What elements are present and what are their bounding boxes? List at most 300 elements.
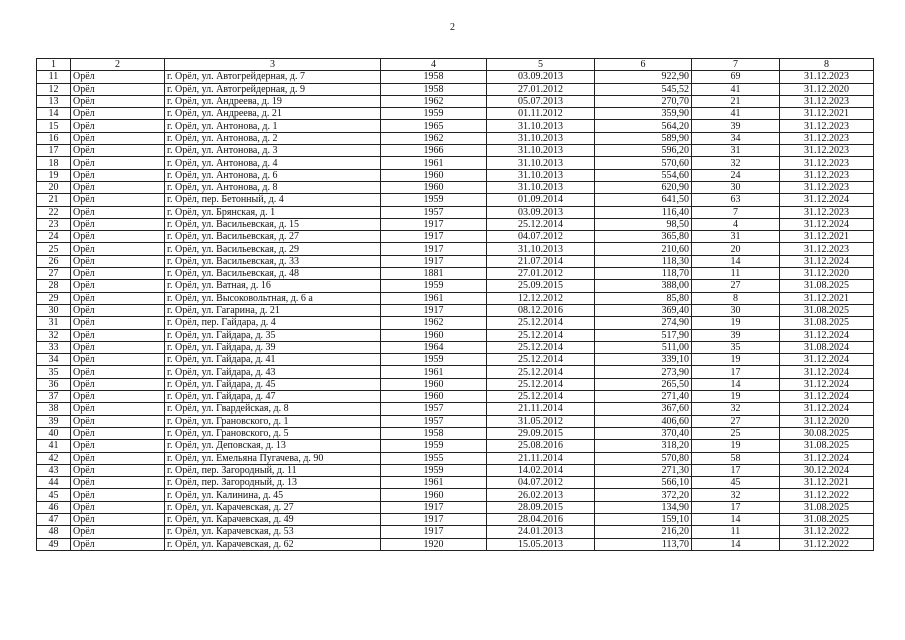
address-cell: г. Орёл, ул. Автогрейдерная, д. 9 <box>165 83 381 95</box>
area-cell: 566,10 <box>595 477 692 489</box>
address-cell: г. Орёл, ул. Антонова, д. 3 <box>165 145 381 157</box>
table-row <box>37 391 874 403</box>
count-cell: 31 <box>692 145 780 157</box>
address-cell: г. Орёл, ул. Андреева, д. 19 <box>165 95 381 107</box>
count-cell: 4 <box>692 218 780 230</box>
area-cell: 339,10 <box>595 354 692 366</box>
address-cell: г. Орёл, ул. Карачевская, д. 49 <box>165 513 381 525</box>
city-cell: Орёл <box>71 440 165 452</box>
year-built-cell: 1920 <box>381 538 487 550</box>
row-number-cell: 29 <box>37 292 71 304</box>
date-cell: 28.04.2016 <box>487 513 595 525</box>
count-cell: 19 <box>692 391 780 403</box>
address-cell: г. Орёл, ул. Антонова, д. 1 <box>165 120 381 132</box>
deadline-cell: 31.12.2023 <box>780 206 874 218</box>
year-built-cell: 1964 <box>381 341 487 353</box>
area-cell: 365,80 <box>595 231 692 243</box>
row-number-cell: 47 <box>37 513 71 525</box>
date-cell: 25.08.2016 <box>487 440 595 452</box>
address-cell: г. Орёл, ул. Калинина, д. 45 <box>165 489 381 501</box>
date-cell: 04.07.2012 <box>487 477 595 489</box>
table-row <box>37 181 874 193</box>
table-row <box>37 341 874 353</box>
column-header: 5 <box>487 59 595 71</box>
city-cell: Орёл <box>71 513 165 525</box>
address-cell: г. Орёл, ул. Деповская, д. 13 <box>165 440 381 452</box>
year-built-cell: 1959 <box>381 194 487 206</box>
deadline-cell: 31.12.2024 <box>780 194 874 206</box>
area-cell: 271,30 <box>595 464 692 476</box>
count-cell: 34 <box>692 132 780 144</box>
area-cell: 270,70 <box>595 95 692 107</box>
area-cell: 118,70 <box>595 268 692 280</box>
row-number-cell: 42 <box>37 452 71 464</box>
table-row <box>37 218 874 230</box>
row-number-cell: 32 <box>37 329 71 341</box>
address-cell: г. Орёл, ул. Гайдара, д. 41 <box>165 354 381 366</box>
table-body <box>37 71 874 551</box>
area-cell: 406,60 <box>595 415 692 427</box>
table-row <box>37 206 874 218</box>
row-number-cell: 34 <box>37 354 71 366</box>
city-cell: Орёл <box>71 366 165 378</box>
deadline-cell: 31.12.2022 <box>780 489 874 501</box>
area-cell: 922,90 <box>595 71 692 83</box>
table-row <box>37 513 874 525</box>
year-built-cell: 1955 <box>381 452 487 464</box>
area-cell: 545,52 <box>595 83 692 95</box>
row-number-cell: 28 <box>37 280 71 292</box>
city-cell: Орёл <box>71 341 165 353</box>
year-built-cell: 1958 <box>381 71 487 83</box>
row-number-cell: 40 <box>37 427 71 439</box>
count-cell: 17 <box>692 464 780 476</box>
city-cell: Орёл <box>71 452 165 464</box>
row-number-cell: 26 <box>37 255 71 267</box>
city-cell: Орёл <box>71 403 165 415</box>
year-built-cell: 1966 <box>381 145 487 157</box>
table-row <box>37 489 874 501</box>
address-cell: г. Орёл, ул. Брянская, д. 1 <box>165 206 381 218</box>
count-cell: 19 <box>692 354 780 366</box>
city-cell: Орёл <box>71 218 165 230</box>
deadline-cell: 31.12.2023 <box>780 95 874 107</box>
area-cell: 359,90 <box>595 108 692 120</box>
city-cell: Орёл <box>71 71 165 83</box>
area-cell: 570,60 <box>595 157 692 169</box>
deadline-cell: 31.12.2024 <box>780 378 874 390</box>
city-cell: Орёл <box>71 120 165 132</box>
address-cell: г. Орёл, ул. Гайдара, д. 39 <box>165 341 381 353</box>
year-built-cell: 1961 <box>381 366 487 378</box>
address-cell: г. Орёл, ул. Антонова, д. 8 <box>165 181 381 193</box>
year-built-cell: 1917 <box>381 513 487 525</box>
area-cell: 274,90 <box>595 317 692 329</box>
city-cell: Орёл <box>71 280 165 292</box>
date-cell: 31.05.2012 <box>487 415 595 427</box>
date-cell: 28.09.2015 <box>487 501 595 513</box>
address-cell: г. Орёл, ул. Антонова, д. 4 <box>165 157 381 169</box>
deadline-cell: 31.12.2024 <box>780 218 874 230</box>
table-row <box>37 108 874 120</box>
deadline-cell: 31.12.2023 <box>780 169 874 181</box>
city-cell: Орёл <box>71 329 165 341</box>
area-cell: 370,40 <box>595 427 692 439</box>
address-cell: г. Орёл, ул. Васильевская, д. 29 <box>165 243 381 255</box>
address-cell: г. Орёл, ул. Карачевская, д. 53 <box>165 526 381 538</box>
area-cell: 271,40 <box>595 391 692 403</box>
year-built-cell: 1917 <box>381 501 487 513</box>
area-cell: 98,50 <box>595 218 692 230</box>
year-built-cell: 1917 <box>381 243 487 255</box>
table-row <box>37 440 874 452</box>
city-cell: Орёл <box>71 292 165 304</box>
area-cell: 265,50 <box>595 378 692 390</box>
year-built-cell: 1959 <box>381 280 487 292</box>
area-cell: 564,20 <box>595 120 692 132</box>
deadline-cell: 31.12.2020 <box>780 415 874 427</box>
row-number-cell: 41 <box>37 440 71 452</box>
year-built-cell: 1958 <box>381 427 487 439</box>
year-built-cell: 1917 <box>381 231 487 243</box>
deadline-cell: 31.12.2023 <box>780 132 874 144</box>
year-built-cell: 1957 <box>381 403 487 415</box>
deadline-cell: 30.12.2024 <box>780 464 874 476</box>
year-built-cell: 1917 <box>381 304 487 316</box>
row-number-cell: 13 <box>37 95 71 107</box>
count-cell: 41 <box>692 108 780 120</box>
area-cell: 596,20 <box>595 145 692 157</box>
table-row <box>37 427 874 439</box>
deadline-cell: 31.12.2021 <box>780 477 874 489</box>
deadline-cell: 31.12.2021 <box>780 108 874 120</box>
table-row <box>37 157 874 169</box>
deadline-cell: 31.12.2023 <box>780 243 874 255</box>
row-number-cell: 35 <box>37 366 71 378</box>
city-cell: Орёл <box>71 415 165 427</box>
table-row <box>37 304 874 316</box>
date-cell: 25.12.2014 <box>487 378 595 390</box>
date-cell: 25.12.2014 <box>487 354 595 366</box>
date-cell: 26.02.2013 <box>487 489 595 501</box>
table-row <box>37 354 874 366</box>
address-cell: г. Орёл, ул. Гайдара, д. 47 <box>165 391 381 403</box>
count-cell: 31 <box>692 231 780 243</box>
address-cell: г. Орёл, пер. Гайдара, д. 4 <box>165 317 381 329</box>
table-row <box>37 403 874 415</box>
area-cell: 511,00 <box>595 341 692 353</box>
city-cell: Орёл <box>71 194 165 206</box>
date-cell: 04.07.2012 <box>487 231 595 243</box>
date-cell: 21.11.2014 <box>487 403 595 415</box>
count-cell: 30 <box>692 181 780 193</box>
year-built-cell: 1959 <box>381 464 487 476</box>
city-cell: Орёл <box>71 132 165 144</box>
date-cell: 31.10.2013 <box>487 132 595 144</box>
count-cell: 39 <box>692 120 780 132</box>
area-cell: 620,90 <box>595 181 692 193</box>
count-cell: 32 <box>692 157 780 169</box>
row-number-cell: 20 <box>37 181 71 193</box>
count-cell: 20 <box>692 243 780 255</box>
year-built-cell: 1957 <box>381 206 487 218</box>
count-cell: 17 <box>692 501 780 513</box>
city-cell: Орёл <box>71 526 165 538</box>
count-cell: 11 <box>692 526 780 538</box>
row-number-cell: 22 <box>37 206 71 218</box>
address-cell: г. Орёл, ул. Антонова, д. 6 <box>165 169 381 181</box>
date-cell: 31.10.2013 <box>487 243 595 255</box>
row-number-cell: 19 <box>37 169 71 181</box>
deadline-cell: 31.08.2025 <box>780 501 874 513</box>
deadline-cell: 31.12.2020 <box>780 83 874 95</box>
table-row <box>37 255 874 267</box>
year-built-cell: 1958 <box>381 83 487 95</box>
deadline-cell: 31.12.2021 <box>780 292 874 304</box>
date-cell: 25.12.2014 <box>487 341 595 353</box>
city-cell: Орёл <box>71 489 165 501</box>
table-row <box>37 366 874 378</box>
area-cell: 554,60 <box>595 169 692 181</box>
deadline-cell: 31.12.2021 <box>780 231 874 243</box>
year-built-cell: 1962 <box>381 95 487 107</box>
year-built-cell: 1917 <box>381 218 487 230</box>
table-row <box>37 145 874 157</box>
city-cell: Орёл <box>71 83 165 95</box>
city-cell: Орёл <box>71 268 165 280</box>
address-cell: г. Орёл, ул. Карачевская, д. 62 <box>165 538 381 550</box>
date-cell: 29.09.2015 <box>487 427 595 439</box>
table-row <box>37 120 874 132</box>
area-cell: 589,90 <box>595 132 692 144</box>
deadline-cell: 31.12.2022 <box>780 526 874 538</box>
count-cell: 19 <box>692 440 780 452</box>
column-header: 7 <box>692 59 780 71</box>
address-cell: г. Орёл, ул. Емельяна Пугачева, д. 90 <box>165 452 381 464</box>
count-cell: 30 <box>692 304 780 316</box>
area-cell: 85,80 <box>595 292 692 304</box>
date-cell: 25.12.2014 <box>487 391 595 403</box>
year-built-cell: 1962 <box>381 132 487 144</box>
row-number-cell: 24 <box>37 231 71 243</box>
area-cell: 570,80 <box>595 452 692 464</box>
date-cell: 31.10.2013 <box>487 120 595 132</box>
deadline-cell: 31.08.2025 <box>780 280 874 292</box>
row-number-cell: 49 <box>37 538 71 550</box>
address-cell: г. Орёл, ул. Васильевская, д. 48 <box>165 268 381 280</box>
deadline-cell: 31.08.2024 <box>780 341 874 353</box>
year-built-cell: 1957 <box>381 415 487 427</box>
date-cell: 01.11.2012 <box>487 108 595 120</box>
year-built-cell: 1917 <box>381 255 487 267</box>
table-row <box>37 501 874 513</box>
row-number-cell: 31 <box>37 317 71 329</box>
row-number-cell: 33 <box>37 341 71 353</box>
count-cell: 7 <box>692 206 780 218</box>
date-cell: 27.01.2012 <box>487 268 595 280</box>
deadline-cell: 31.12.2024 <box>780 452 874 464</box>
count-cell: 39 <box>692 329 780 341</box>
deadline-cell: 31.08.2025 <box>780 440 874 452</box>
city-cell: Орёл <box>71 181 165 193</box>
address-cell: г. Орёл, пер. Загородный, д. 13 <box>165 477 381 489</box>
area-cell: 159,10 <box>595 513 692 525</box>
area-cell: 318,20 <box>595 440 692 452</box>
date-cell: 03.09.2013 <box>487 206 595 218</box>
table-row <box>37 194 874 206</box>
date-cell: 12.12.2012 <box>487 292 595 304</box>
deadline-cell: 31.08.2025 <box>780 317 874 329</box>
year-built-cell: 1965 <box>381 120 487 132</box>
table-row <box>37 268 874 280</box>
date-cell: 03.09.2013 <box>487 71 595 83</box>
table-row <box>37 378 874 390</box>
date-cell: 31.10.2013 <box>487 145 595 157</box>
address-cell: г. Орёл, ул. Гайдара, д. 43 <box>165 366 381 378</box>
row-number-cell: 14 <box>37 108 71 120</box>
area-cell: 369,40 <box>595 304 692 316</box>
date-cell: 25.12.2014 <box>487 218 595 230</box>
row-number-cell: 36 <box>37 378 71 390</box>
deadline-cell: 31.12.2023 <box>780 181 874 193</box>
count-cell: 17 <box>692 366 780 378</box>
count-cell: 27 <box>692 415 780 427</box>
year-built-cell: 1959 <box>381 440 487 452</box>
address-cell: г. Орёл, ул. Ватная, д. 16 <box>165 280 381 292</box>
deadline-cell: 31.08.2025 <box>780 513 874 525</box>
table-row <box>37 452 874 464</box>
count-cell: 58 <box>692 452 780 464</box>
date-cell: 21.11.2014 <box>487 452 595 464</box>
city-cell: Орёл <box>71 477 165 489</box>
city-cell: Орёл <box>71 157 165 169</box>
area-cell: 118,30 <box>595 255 692 267</box>
row-number-cell: 37 <box>37 391 71 403</box>
row-number-cell: 46 <box>37 501 71 513</box>
count-cell: 35 <box>692 341 780 353</box>
date-cell: 21.07.2014 <box>487 255 595 267</box>
table-row <box>37 464 874 476</box>
deadline-cell: 31.12.2024 <box>780 354 874 366</box>
address-cell: г. Орёл, ул. Грановского, д. 5 <box>165 427 381 439</box>
table-row <box>37 292 874 304</box>
deadline-cell: 31.12.2023 <box>780 157 874 169</box>
area-cell: 113,70 <box>595 538 692 550</box>
column-header: 3 <box>165 59 381 71</box>
housing-registry-table <box>36 58 874 551</box>
row-number-cell: 45 <box>37 489 71 501</box>
table-row <box>37 71 874 83</box>
table-row <box>37 538 874 550</box>
row-number-cell: 44 <box>37 477 71 489</box>
row-number-cell: 30 <box>37 304 71 316</box>
year-built-cell: 1960 <box>381 378 487 390</box>
year-built-cell: 1959 <box>381 354 487 366</box>
year-built-cell: 1917 <box>381 526 487 538</box>
date-cell: 27.01.2012 <box>487 83 595 95</box>
address-cell: г. Орёл, ул. Гвардейская, д. 8 <box>165 403 381 415</box>
row-number-cell: 21 <box>37 194 71 206</box>
area-cell: 388,00 <box>595 280 692 292</box>
row-number-cell: 38 <box>37 403 71 415</box>
count-cell: 63 <box>692 194 780 206</box>
area-cell: 517,90 <box>595 329 692 341</box>
date-cell: 08.12.2016 <box>487 304 595 316</box>
column-header: 1 <box>37 59 71 71</box>
count-cell: 14 <box>692 513 780 525</box>
city-cell: Орёл <box>71 501 165 513</box>
address-cell: г. Орёл, пер. Загородный, д. 11 <box>165 464 381 476</box>
year-built-cell: 1960 <box>381 169 487 181</box>
count-cell: 45 <box>692 477 780 489</box>
date-cell: 25.12.2014 <box>487 366 595 378</box>
date-cell: 25.09.2015 <box>487 280 595 292</box>
deadline-cell: 31.12.2023 <box>780 145 874 157</box>
deadline-cell: 31.12.2022 <box>780 538 874 550</box>
count-cell: 14 <box>692 255 780 267</box>
area-cell: 273,90 <box>595 366 692 378</box>
city-cell: Орёл <box>71 169 165 181</box>
date-cell: 14.02.2014 <box>487 464 595 476</box>
count-cell: 21 <box>692 95 780 107</box>
year-built-cell: 1961 <box>381 157 487 169</box>
table-row <box>37 329 874 341</box>
address-cell: г. Орёл, ул. Васильевская, д. 15 <box>165 218 381 230</box>
row-number-cell: 17 <box>37 145 71 157</box>
row-number-cell: 15 <box>37 120 71 132</box>
year-built-cell: 1962 <box>381 317 487 329</box>
deadline-cell: 31.12.2023 <box>780 71 874 83</box>
city-cell: Орёл <box>71 317 165 329</box>
count-cell: 32 <box>692 403 780 415</box>
area-cell: 216,20 <box>595 526 692 538</box>
area-cell: 641,50 <box>595 194 692 206</box>
address-cell: г. Орёл, пер. Бетонный, д. 4 <box>165 194 381 206</box>
count-cell: 69 <box>692 71 780 83</box>
count-cell: 25 <box>692 427 780 439</box>
city-cell: Орёл <box>71 255 165 267</box>
count-cell: 24 <box>692 169 780 181</box>
area-cell: 367,60 <box>595 403 692 415</box>
date-cell: 15.05.2013 <box>487 538 595 550</box>
column-header: 6 <box>595 59 692 71</box>
table-row <box>37 231 874 243</box>
count-cell: 41 <box>692 83 780 95</box>
table-row <box>37 243 874 255</box>
row-number-cell: 12 <box>37 83 71 95</box>
city-cell: Орёл <box>71 145 165 157</box>
row-number-cell: 48 <box>37 526 71 538</box>
address-cell: г. Орёл, ул. Васильевская, д. 27 <box>165 231 381 243</box>
table-row <box>37 317 874 329</box>
city-cell: Орёл <box>71 391 165 403</box>
deadline-cell: 30.08.2025 <box>780 427 874 439</box>
city-cell: Орёл <box>71 464 165 476</box>
header-row <box>37 59 874 71</box>
deadline-cell: 31.12.2024 <box>780 255 874 267</box>
year-built-cell: 1961 <box>381 477 487 489</box>
count-cell: 14 <box>692 538 780 550</box>
table-row <box>37 415 874 427</box>
row-number-cell: 23 <box>37 218 71 230</box>
year-built-cell: 1960 <box>381 181 487 193</box>
city-cell: Орёл <box>71 304 165 316</box>
address-cell: г. Орёл, ул. Антонова, д. 2 <box>165 132 381 144</box>
city-cell: Орёл <box>71 108 165 120</box>
deadline-cell: 31.12.2024 <box>780 366 874 378</box>
date-cell: 25.12.2014 <box>487 317 595 329</box>
table-row <box>37 526 874 538</box>
